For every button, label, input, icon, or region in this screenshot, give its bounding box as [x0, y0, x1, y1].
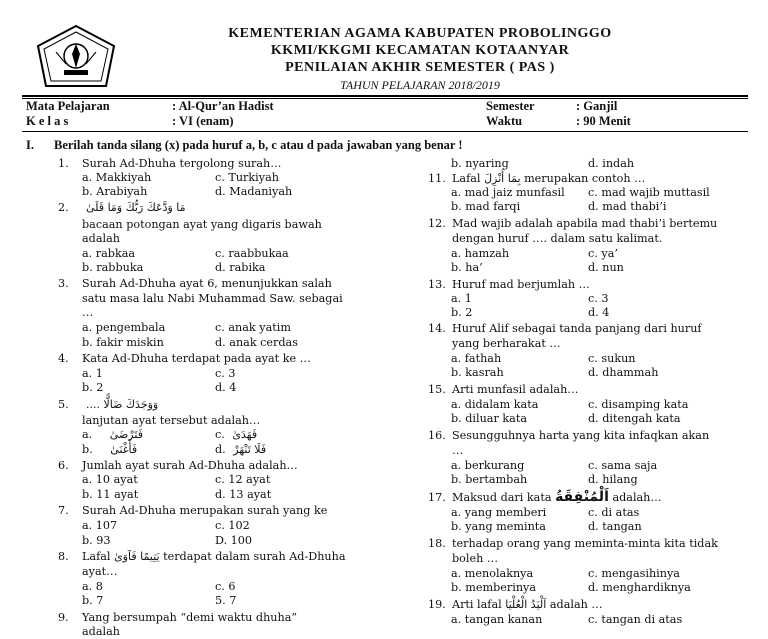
option-d: d. dhammah — [588, 366, 659, 379]
class-value: : VI (enam) — [172, 114, 234, 128]
option-b: b. nyaring — [451, 157, 509, 170]
question-number: 11. — [428, 172, 446, 185]
question-9-line2: adalah — [82, 625, 120, 638]
header-kkmi: KKMI/KKGMI KECAMATAN KOTAANYAR — [270, 43, 570, 58]
question-text — [452, 171, 645, 186]
question-number: 13. — [428, 278, 446, 291]
section-number: I. — [26, 138, 34, 152]
time-label: Waktu — [486, 114, 523, 128]
question-12-line2: dengan huruf …. dalam satu kalimat. — [452, 232, 663, 245]
option-letter: b. — [82, 443, 93, 456]
option-a: a. 107 — [82, 519, 118, 532]
option-a: a. Makkiyah — [82, 171, 152, 184]
question-text — [452, 490, 662, 505]
question-arabic: مَا وَدَّعَكَ رَبُّكَ وَمَا قَلَىٰ — [86, 201, 186, 214]
option-a: a. 10 ayat — [82, 473, 138, 486]
question-text — [82, 549, 346, 564]
question-arabic: بِمَا أَنْزِلَ — [484, 172, 521, 185]
option-b: b. 2 — [451, 306, 473, 319]
option-c: c. raabbukaa — [215, 247, 289, 260]
option-d: d. 4 — [215, 381, 237, 394]
option-c: c. anak yatim — [215, 321, 291, 334]
option-c: c. 12 ayat — [215, 473, 271, 486]
option-a: a. didalam kata — [451, 398, 539, 411]
option-a: a. pengembala — [82, 321, 166, 334]
question-text: Surah Ad-Dhuha tergolong surah… — [82, 157, 282, 170]
option-a: a. mad jaiz munfasil — [451, 186, 565, 199]
option-d: d. Madaniyah — [215, 185, 293, 198]
question-number: 1. — [58, 157, 69, 170]
option-arabic: فَلَا تَنْهَرْ — [233, 443, 267, 456]
question-number: 17. — [428, 491, 446, 504]
question-text — [452, 597, 603, 612]
option-a: a. hamzah — [451, 247, 510, 260]
option-c: c. Turkiyah — [215, 171, 279, 184]
option-b: b. 2 — [82, 381, 104, 394]
question-18-line2: boleh … — [452, 552, 499, 565]
option-b: b. mad farqi — [451, 200, 521, 213]
option-d: d. indah — [588, 157, 635, 170]
subject-label: Mata Pelajaran — [26, 99, 110, 113]
question-number: 9. — [58, 611, 69, 624]
option-c: c. sukun — [588, 352, 636, 365]
option-c: c. 102 — [215, 519, 250, 532]
question-number: 5. — [58, 398, 69, 411]
option-a — [82, 428, 143, 442]
option-d — [215, 443, 266, 457]
question-8-line2: ayat… — [82, 565, 118, 578]
question-16-line2: … — [452, 444, 464, 457]
question-number: 14. — [428, 322, 446, 335]
option-c: c. tangan di atas — [588, 613, 683, 626]
option-letter: c. — [215, 428, 225, 441]
question-number: 8. — [58, 550, 69, 563]
option-arabic: فَتَرْضَىٰ — [109, 428, 143, 441]
question-text-pre: Lafal — [82, 550, 111, 563]
option-d: d. ditengah kata — [588, 412, 681, 425]
semester-label: Semester — [486, 99, 535, 113]
question-arabic: اَلْمُنْفِقَةُ — [555, 489, 609, 505]
question-number: 3. — [58, 277, 69, 290]
question-number: 2. — [58, 201, 69, 214]
option-c: c. mengasihinya — [588, 567, 680, 580]
option-d: d. 4 — [588, 306, 610, 319]
option-b: b. 93 — [82, 534, 111, 547]
option-c: c. sama saja — [588, 459, 658, 472]
option-a: a. 8 — [82, 580, 103, 593]
question-text: Kata Ad-Dhuha terdapat pada ayat ke … — [82, 352, 311, 365]
option-d: d. menghardiknya — [588, 581, 691, 594]
question-text-post: adalah … — [549, 598, 603, 611]
question-text: Mad wajib adalah apabila mad thabi’i bertemu — [452, 217, 718, 230]
question-number: 15. — [428, 383, 446, 396]
question-text: Jumlah ayat surah Ad-Dhuha adalah… — [82, 459, 298, 472]
option-a: a. yang memberi — [451, 506, 547, 519]
option-c: c. mad wajib muttasil — [588, 186, 710, 199]
option-b: b. rabbuka — [82, 261, 144, 274]
header-divider — [22, 95, 748, 97]
question-text: Huruf Alif sebagai tanda panjang dari huruf — [452, 322, 702, 335]
option-b: b. kasrah — [451, 366, 504, 379]
question-number: 19. — [428, 598, 446, 611]
question-number: 6. — [58, 459, 69, 472]
option-d: d. anak cerdas — [215, 336, 298, 349]
question-text-pre: Lafal — [452, 172, 481, 185]
option-d: d. nun — [588, 261, 624, 274]
question-text-post: adalah… — [612, 491, 662, 504]
question-3-line3: … — [82, 306, 94, 319]
option-c: c. 3 — [215, 367, 236, 380]
option-letter: d. — [215, 443, 226, 456]
question-text-post: merupakan contoh … — [524, 172, 646, 185]
option-b: b. ha’ — [451, 261, 483, 274]
question-text: Yang bersumpah “demi waktu dhuha” — [82, 611, 298, 624]
ministry-logo — [36, 24, 116, 88]
option-c: c. disamping kata — [588, 398, 689, 411]
subject-value: : Al-Qur’an Hadist — [172, 99, 274, 113]
question-text: Huruf mad berjumlah … — [452, 278, 590, 291]
question-text: terhadap orang yang meminta-minta kita tidak — [452, 537, 718, 550]
option-arabic: فَأَغْنَىٰ — [110, 443, 138, 456]
class-label: K e l a s — [26, 114, 69, 128]
question-number: 12. — [428, 217, 446, 230]
question-5-line2: lanjutan ayat tersebut adalah… — [82, 414, 261, 427]
question-arabic: وَوَجَدَكَ ضَالًّا .... — [86, 398, 159, 411]
option-b: b. 7 — [82, 594, 104, 607]
option-d: d. mad thabi’i — [588, 200, 667, 213]
info-divider — [22, 131, 748, 132]
header-year: TAHUN PELAJARAN 2018/2019 — [340, 78, 500, 92]
question-number: 4. — [58, 352, 69, 365]
option-d: d. tangan — [588, 520, 642, 533]
option-b: b. 11 ayat — [82, 488, 139, 501]
section-text: Berilah tanda silang (x) pada huruf a, b, c atau d pada jawaban yang benar ! — [54, 138, 463, 152]
option-letter: a. — [82, 428, 93, 441]
option-b: b. memberinya — [451, 581, 537, 594]
option-arabic: فَهَدَىٰ — [232, 428, 258, 441]
option-c: c. 6 — [215, 580, 236, 593]
question-text: Surah Ad-Dhuha ayat 6, menunjukkan salah — [82, 277, 332, 290]
question-number: 7. — [58, 504, 69, 517]
question-number: 16. — [428, 429, 446, 442]
option-d: d. hilang — [588, 473, 638, 486]
question-arabic: اَلْيَدُ الْعُلْيَا — [505, 598, 547, 611]
time-value: : 90 Menit — [576, 114, 631, 128]
question-text-pre: Maksud dari kata — [452, 491, 552, 504]
question-text: Sesungguhnya harta yang kita infaqkan akan — [452, 429, 710, 442]
header-exam: PENILAIAN AKHIR SEMESTER ( PAS ) — [285, 60, 555, 75]
header-ministry: KEMENTERIAN AGAMA KABUPATEN PROBOLINGGO — [228, 26, 612, 41]
question-2-line2: bacaan potongan ayat yang digaris bawah — [82, 218, 322, 231]
question-number: 18. — [428, 537, 446, 550]
option-b: b. fakir miskin — [82, 336, 164, 349]
option-d: d. 13 ayat — [215, 488, 272, 501]
option-a: a. rabkaa — [82, 247, 136, 260]
semester-value: : Ganjil — [576, 99, 618, 113]
question-3-line2: satu masa lalu Nabi Muhammad Saw. sebagai — [82, 292, 343, 305]
question-text-pre: Arti lafal — [452, 598, 502, 611]
section-instruction — [26, 138, 463, 153]
header-divider-thin — [22, 98, 748, 99]
option-b: b. diluar kata — [451, 412, 527, 425]
option-b: b. yang meminta — [451, 520, 546, 533]
option-c: c. 3 — [588, 292, 609, 305]
option-a: a. 1 — [82, 367, 103, 380]
option-c — [215, 428, 257, 442]
option-a: a. fathah — [451, 352, 502, 365]
option-a: a. tangan kanan — [451, 613, 543, 626]
question-arabic: يَتِيمًا فَآوَىٰ — [114, 550, 160, 563]
option-b: b. bertambah — [451, 473, 528, 486]
question-2-line3: adalah — [82, 232, 120, 245]
question-14-line2: yang berharakat … — [452, 337, 561, 350]
option-d: 5. 7 — [215, 594, 237, 607]
question-text: Surah Ad-Dhuha merupakan surah yang ke — [82, 504, 328, 517]
option-d: D. 100 — [215, 534, 253, 547]
option-b — [82, 443, 137, 457]
option-d: d. rabika — [215, 261, 266, 274]
option-a: a. menolaknya — [451, 567, 534, 580]
option-a: a. berkurang — [451, 459, 525, 472]
option-c: c. di atas — [588, 506, 640, 519]
question-text-post: terdapat dalam surah Ad-Dhuha — [163, 550, 346, 563]
question-text: Arti munfasil adalah… — [452, 383, 579, 396]
option-c: c. ya’ — [588, 247, 618, 260]
option-b: b. Arabiyah — [82, 185, 148, 198]
option-a: a. 1 — [451, 292, 472, 305]
